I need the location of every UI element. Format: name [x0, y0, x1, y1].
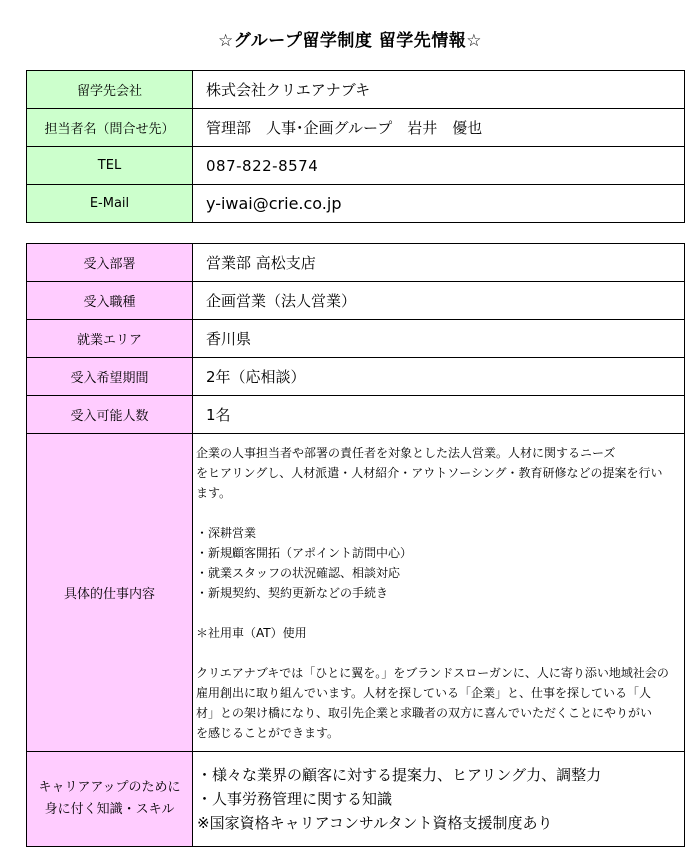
email-row: [27, 185, 685, 223]
intro-line: ます。: [196, 486, 232, 500]
skills-row: [27, 752, 685, 847]
closing-line: 雇用創出に取り組んでいます。人材を探している「企業」と、仕事を探している「人: [196, 686, 652, 700]
closing-line: を感じることができます。: [196, 726, 340, 740]
closing-line: 材」との架け橋になり、取引先企業と求職者の双方に喜んでいただくことにやりがい: [196, 706, 653, 720]
skills-label-line: キャリアアップのために: [38, 780, 181, 795]
department-label: 受入部署: [27, 244, 193, 282]
period-value: 2年（応相談）: [193, 358, 685, 396]
skills-label-line: 身に付く知識・スキル: [44, 802, 175, 817]
email-label: E-Mail: [27, 185, 193, 223]
email-value: y-iwai@crie.co.jp: [193, 185, 685, 223]
contact-row: [27, 109, 685, 147]
company-row: [27, 71, 685, 109]
closing-line: クリエアナブキでは「ひとに翼を。」をブランドスローガンに、人に寄り添い地域社会の: [196, 666, 669, 680]
area-label: 就業エリア: [27, 320, 193, 358]
period-label: 受入希望期間: [27, 358, 193, 396]
job-details-row: [27, 434, 685, 752]
duty-item: ・深耕営業: [196, 526, 257, 540]
page-title: ☆グループ留学制度 留学先情報☆: [217, 31, 483, 51]
skills-label: [27, 752, 193, 847]
job-details-content: [193, 434, 685, 752]
company-info-table: [26, 70, 685, 223]
area-value: 香川県: [193, 320, 685, 358]
skill-item: ・人事労務管理に関する知識: [197, 790, 393, 808]
tel-value: 087-822-8574: [193, 147, 685, 185]
duty-item: ・新規顧客開拓（アポイント訪問中心）: [196, 546, 413, 560]
intro-line: をヒアリングし、人材派遣・人材紹介・アウトソーシング・教育研修などの提案を行い: [196, 466, 663, 480]
department-row: [27, 244, 685, 282]
job-details-label: 具体的仕事内容: [27, 434, 193, 752]
period-row: [27, 358, 685, 396]
job-type-value: 企画営業（法人営業）: [193, 282, 685, 320]
skill-item: ・様々な業界の顧客に対する提案力、ヒアリング力、調整力: [197, 766, 602, 784]
job-type-label: 受入職種: [27, 282, 193, 320]
company-car-note: ＊社用車（AT）使用: [196, 626, 307, 640]
headcount-row: [27, 396, 685, 434]
department-value: 営業部 高松支店: [193, 244, 685, 282]
tel-label: TEL: [27, 147, 193, 185]
tel-row: [27, 147, 685, 185]
duty-item: ・新規契約、契約更新などの手続き: [196, 586, 389, 600]
position-info-table: [26, 243, 685, 847]
area-row: [27, 320, 685, 358]
contact-value: 管理部 人事･企画グループ 岩井 優也: [193, 109, 685, 147]
company-name-value: 株式会社クリエアナブキ: [193, 71, 685, 109]
skills-content: [193, 752, 685, 847]
headcount-value: 1名: [193, 396, 685, 434]
intro-line: 企業の人事担当者や部署の責任者を対象とした法人営業。人材に関するニーズ: [196, 446, 616, 460]
headcount-label: 受入可能人数: [27, 396, 193, 434]
company-name-label: 留学先会社: [27, 71, 193, 109]
duty-item: ・就業スタッフの状況確認、相談対応: [196, 566, 401, 580]
skill-item: ※国家資格キャリアコンサルタント資格支援制度あり: [197, 814, 553, 832]
contact-label: 担当者名（問合せ先）: [27, 109, 193, 147]
job-type-row: [27, 282, 685, 320]
